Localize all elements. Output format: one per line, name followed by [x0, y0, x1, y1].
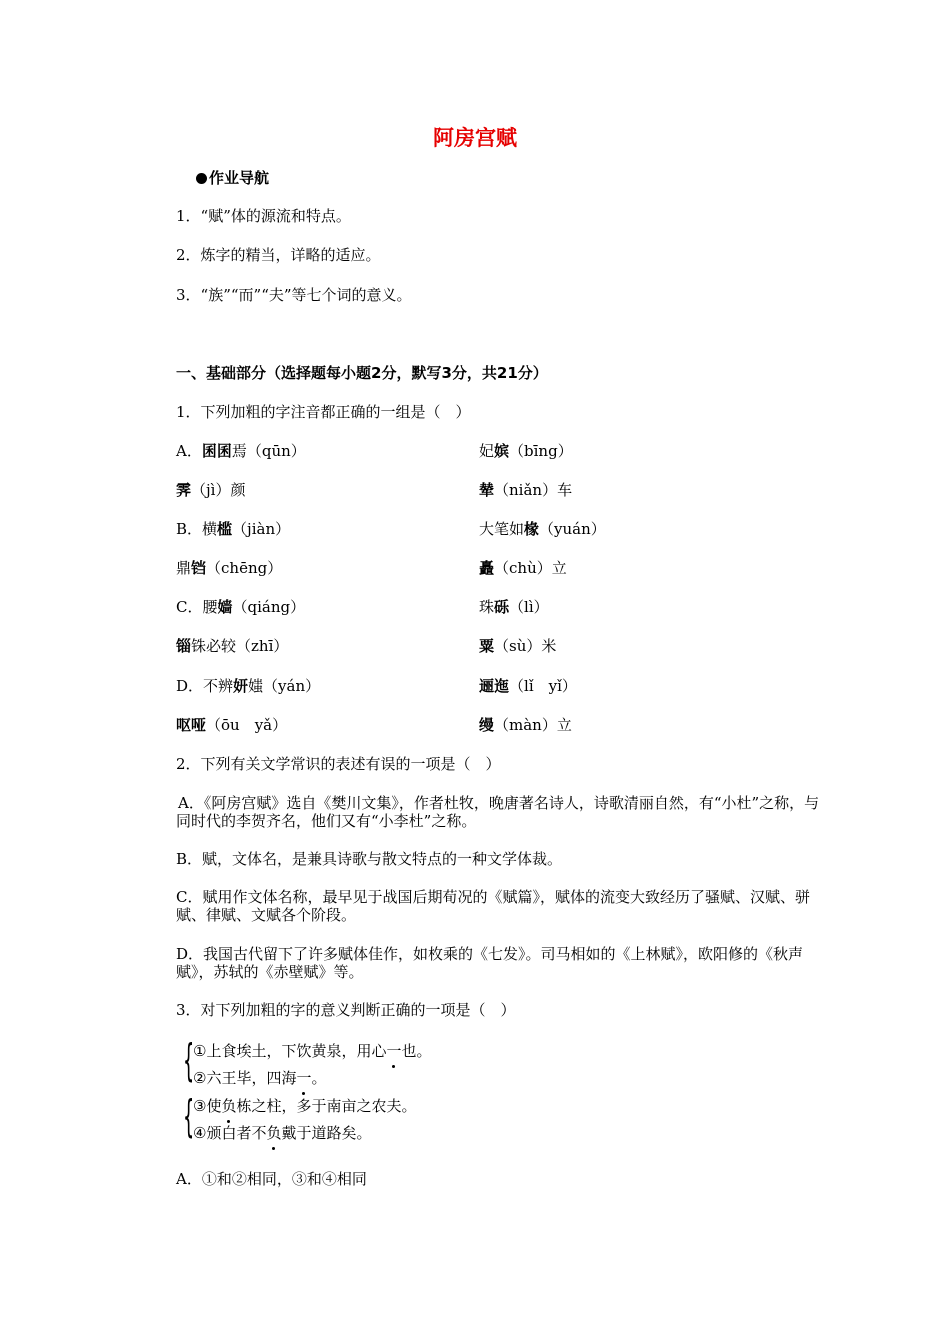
bold-char: 铛 — [191, 559, 207, 577]
q3-stem: 3．对下列加粗的字的意义判断正确的一项是（ ） — [176, 1001, 516, 1019]
q1-row-2-left — [176, 480, 245, 500]
post-text: （màn）立 — [494, 716, 572, 734]
bold-char: 缦 — [479, 716, 495, 734]
brace-bottom-icon: { — [183, 1091, 195, 1142]
bold-char: 逦迤 — [479, 677, 510, 695]
bold-char: 槛 — [217, 520, 233, 538]
bold-char: 锱 — [176, 637, 192, 655]
post-text: （ōu yǎ） — [206, 716, 288, 734]
q1-row-6-left — [176, 636, 288, 656]
marked-char: 负 — [266, 1124, 282, 1142]
pre-text: B．横 — [176, 520, 218, 538]
q2-option-a: A．《阿房宫赋》选自《樊川文集》，作者杜牧，晚唐著名诗人，诗歌清丽自然，有“小杜”之称，与同时代的李贺齐名，他们又有“小李杜”之称。 — [176, 794, 820, 830]
guide-item-3: 3．“族”“而”“夫”等七个词的意义。 — [176, 286, 412, 304]
bold-char: 椽 — [524, 520, 540, 538]
bold-char: 嫔 — [494, 442, 510, 460]
post-text: （lǐ yǐ） — [509, 677, 577, 695]
q1-row-7-left — [176, 676, 320, 696]
q1-row-5-right — [479, 597, 549, 617]
q3-example-4 — [193, 1122, 371, 1144]
document-title: 阿房宫赋 — [433, 126, 517, 150]
q2-stem: 2．下列有关文学常识的表述有误的一项是（ ） — [176, 755, 501, 773]
example-text: ②六王毕，四海 — [193, 1069, 297, 1087]
q1-row-8-right — [479, 715, 572, 735]
q1-row-1-right — [479, 441, 573, 461]
q2-option-b: B．赋，文体名，是兼具诗歌与散文特点的一种文学体裁。 — [176, 850, 563, 868]
bold-char: 嫱 — [217, 598, 233, 616]
marked-char: 一 — [386, 1042, 402, 1060]
bold-char: 砾 — [494, 598, 510, 616]
q1-row-1-left — [176, 441, 306, 461]
bold-char: 呕哑 — [176, 716, 207, 734]
q1-stem: 1．下列加粗的字注音都正确的一组是（ ） — [176, 403, 471, 421]
q3-example-1 — [193, 1040, 431, 1062]
pre-text: 珠 — [479, 598, 495, 616]
pre-text: 大笔如 — [479, 520, 525, 538]
pre-text: D．不辨 — [176, 677, 234, 695]
pre-text: 妃 — [479, 442, 495, 460]
post-text: （chù）立 — [494, 559, 567, 577]
q1-row-6-right — [479, 636, 556, 656]
post-text: （sù）米 — [494, 637, 557, 655]
bold-char: 囷囷 — [201, 442, 232, 460]
q1-row-8-left — [176, 715, 287, 735]
q1-row-2-right — [479, 480, 572, 500]
q3-example-2 — [193, 1067, 326, 1089]
post-text: （jì）颜 — [191, 481, 246, 499]
guide-heading-text: 作业导航 — [209, 169, 270, 187]
section-heading: 一、基础部分（选择题每小题2分，默写3分，共21分） — [176, 364, 548, 382]
marked-char: 一 — [296, 1069, 312, 1087]
guide-heading — [196, 168, 269, 188]
example-text: ④颁白者不 — [193, 1124, 267, 1142]
post-text: 铢必较（zhī） — [191, 637, 289, 655]
pre-text: C．腰 — [176, 598, 218, 616]
post-text: （niǎn）车 — [494, 481, 573, 499]
example-text: 也。 — [401, 1042, 432, 1060]
bold-char: 粟 — [479, 637, 495, 655]
example-text: 栋之柱，多于南亩之农夫。 — [236, 1097, 417, 1115]
example-text: 。 — [311, 1069, 327, 1087]
bold-char: 辇 — [479, 481, 495, 499]
bold-char: 矗 — [479, 559, 495, 577]
guide-item-2: 2．炼字的精当，详略的适应。 — [176, 246, 381, 264]
post-text: （jiàn） — [232, 520, 291, 538]
post-text: （lì） — [509, 598, 549, 616]
bullet-icon — [196, 173, 207, 184]
q1-row-3-left — [176, 519, 290, 539]
q1-row-7-right — [479, 676, 577, 696]
pre-text: 鼎 — [176, 559, 192, 577]
q3-option-a: A．①和②相同，③和④相同 — [176, 1170, 367, 1188]
post-text: 焉（qūn） — [231, 442, 306, 460]
post-text: （bīng） — [509, 442, 573, 460]
q3-example-3 — [193, 1095, 416, 1117]
q2-option-c: C．赋用作文体名称，最早见于战国后期荀况的《赋篇》，赋体的流变大致经历了骚赋、汉赋、骈赋、律赋、文赋各个阶段。 — [176, 888, 810, 924]
post-text: （qiáng） — [232, 598, 306, 616]
pre-text: A． — [176, 442, 202, 460]
bold-char: 妍 — [233, 677, 249, 695]
post-text: （chēng） — [206, 559, 283, 577]
bold-char: 霁 — [176, 481, 192, 499]
example-text: ③使 — [193, 1097, 222, 1115]
example-text: 戴于道路矣。 — [281, 1124, 372, 1142]
post-text: （yuán） — [539, 520, 606, 538]
q1-row-4-left — [176, 558, 282, 578]
q1-row-3-right — [479, 519, 606, 539]
q2-option-d: D．我国古代留下了许多赋体佳作，如枚乘的《七发》。司马相如的《上林赋》，欧阳修的《秋声赋》，苏轼的《赤壁赋》等。 — [176, 945, 804, 981]
q1-row-4-right — [479, 558, 567, 578]
marked-char: 负 — [221, 1097, 237, 1115]
post-text: 媸（yán） — [248, 677, 321, 695]
q1-row-5-left — [176, 597, 305, 617]
guide-item-1: 1．“赋”体的源流和特点。 — [176, 207, 351, 225]
example-text: ①上食埃土，下饮黄泉，用心 — [193, 1042, 387, 1060]
brace-top-icon: { — [183, 1035, 195, 1086]
